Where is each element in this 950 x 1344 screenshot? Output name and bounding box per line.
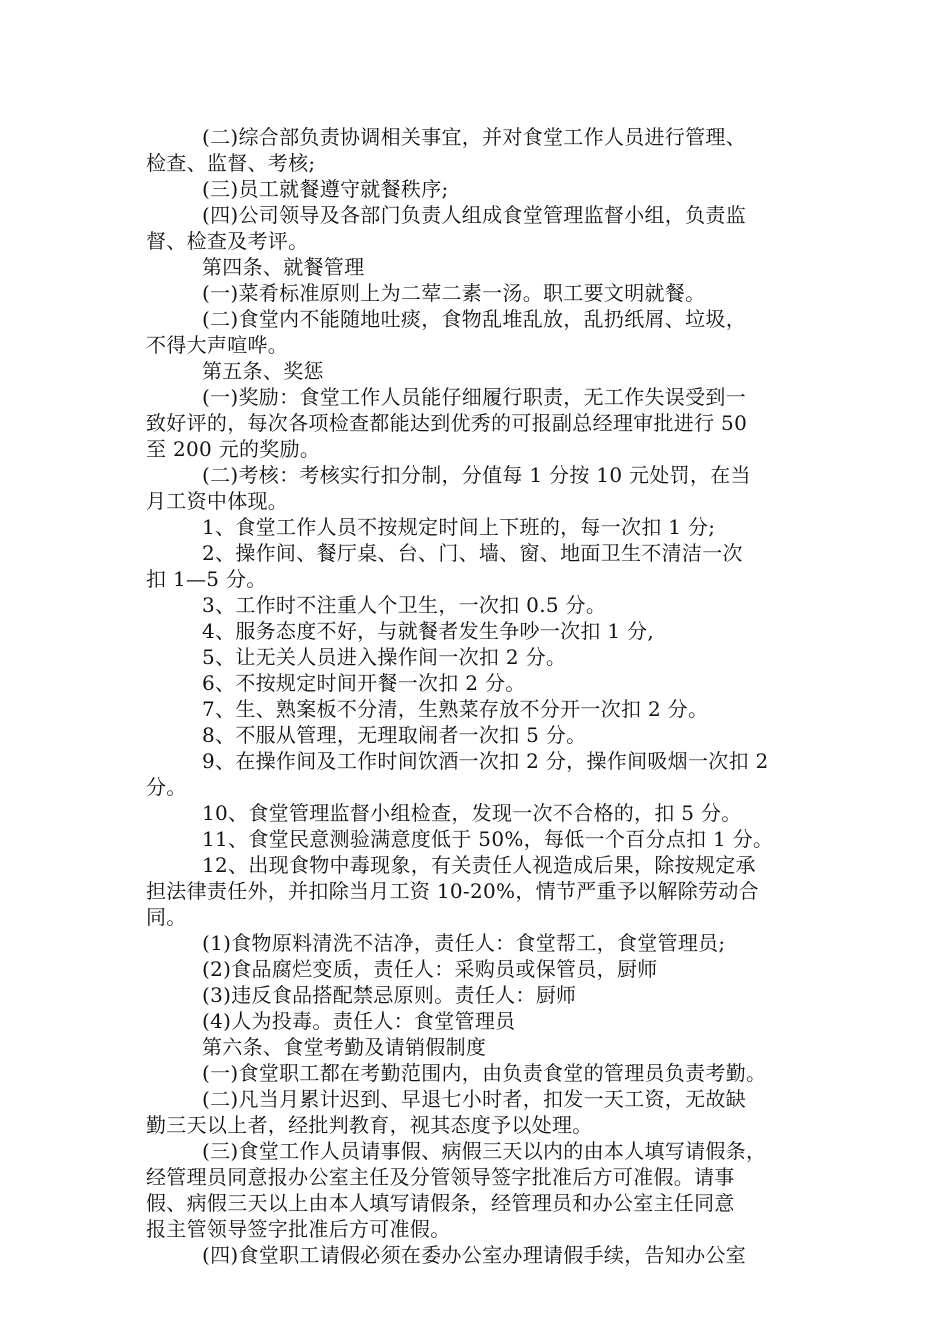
text-line: 9、在操作间及工作时间饮酒一次扣 2 分，操作间吸烟一次扣 2 xyxy=(202,749,769,773)
text-line: (二)凡当月累计迟到、早退七小时者，扣发一天工资，无故缺 xyxy=(202,1087,747,1111)
section-heading: 第四条、就餐管理 xyxy=(202,255,365,279)
text-line: 11、食堂民意测验满意度低于 50%，每低一个百分点扣 1 分。 xyxy=(202,827,774,851)
text-line: (一)奖励：食堂工作人员能仔细履行职责，无工作失误受到一 xyxy=(202,385,747,409)
text-line: 分。 xyxy=(146,775,187,799)
text-line: 担法律责任外，并扣除当月工资 10-20%，情节严重予以解除劳动合 xyxy=(146,879,759,903)
text-line: (四)食堂职工请假必须在委办公室办理请假手续，告知办公室 xyxy=(202,1243,747,1267)
text-line: 5、让无关人员进入操作间一次扣 2 分。 xyxy=(202,645,567,669)
text-line: (2)食品腐烂变质，责任人：采购员或保管员，厨师 xyxy=(202,957,658,981)
text-line: 同。 xyxy=(146,905,187,929)
text-line: (4)人为投毒。责任人：食堂管理员 xyxy=(202,1009,516,1033)
text-line: (3)违反食品搭配禁忌原则。责任人：厨师 xyxy=(202,983,577,1007)
text-line: (三)食堂工作人员请事假、病假三天以内的由本人填写请假条， xyxy=(202,1139,767,1163)
text-line: (一)食堂职工都在考勤范围内，由负责食堂的管理员负责考勤。 xyxy=(202,1061,767,1085)
text-line: 致好评的，每次各项检查都能达到优秀的可报副总经理审批进行 50 xyxy=(146,411,748,435)
text-line: (四)公司领导及各部门负责人组成食堂管理监督小组，负责监 xyxy=(202,203,747,227)
text-line: (1)食物原料清洗不洁净，责任人：食堂帮工，食堂管理员; xyxy=(202,931,726,955)
text-line: 经管理员同意报办公室主任及分管领导签字批准后方可准假。请事 xyxy=(146,1165,735,1189)
text-line: 督、检查及考评。 xyxy=(146,229,309,253)
text-line: 3、工作时不注重人个卫生，一次扣 0.5 分。 xyxy=(202,593,607,617)
text-line: 勤三天以上者，经批判教育，视其态度予以处理。 xyxy=(146,1113,593,1137)
text-line: (二)综合部负责协调相关事宜，并对食堂工作人员进行管理、 xyxy=(202,125,747,149)
text-line: 检查、监督、考核; xyxy=(146,151,316,175)
text-line: 10、食堂管理监督小组检查，发现一次不合格的，扣 5 分。 xyxy=(202,801,742,825)
text-line: (二)考核：考核实行扣分制，分值每 1 分按 10 元处罚，在当 xyxy=(202,463,751,487)
text-line: 7、生、熟案板不分清，生熟菜存放不分开一次扣 2 分。 xyxy=(202,697,709,721)
text-line: (二)食堂内不能随地吐痰，食物乱堆乱放，乱扔纸屑、垃圾， xyxy=(202,307,747,331)
text-line: 4、服务态度不好，与就餐者发生争吵一次扣 1 分, xyxy=(202,619,655,643)
text-line: 6、不按规定时间开餐一次扣 2 分。 xyxy=(202,671,526,695)
text-line: 至 200 元的奖励。 xyxy=(146,437,321,461)
section-heading: 第五条、奖惩 xyxy=(202,359,324,383)
text-line: 扣 1—5 分。 xyxy=(146,567,267,591)
text-line: 月工资中体现。 xyxy=(146,489,289,513)
text-line: 8、不服从管理，无理取闹者一次扣 5 分。 xyxy=(202,723,587,747)
section-heading: 第六条、食堂考勤及请销假制度 xyxy=(202,1035,487,1059)
text-line: 不得大声喧哗。 xyxy=(146,333,289,357)
text-line: (三)员工就餐遵守就餐秩序; xyxy=(202,177,449,201)
text-line: 12、出现食物中毒现象，有关责任人视造成后果，除按规定承 xyxy=(202,853,756,877)
text-line: 假、病假三天以上由本人填写请假条，经管理员和办公室主任同意 xyxy=(146,1191,735,1215)
text-line: 报主管领导签字批准后方可准假。 xyxy=(146,1217,451,1241)
text-line: 1、食堂工作人员不按规定时间上下班的，每一次扣 1 分; xyxy=(202,515,716,539)
text-line: 2、操作间、餐厅桌、台、门、墙、窗、地面卫生不清洁一次 xyxy=(202,541,743,565)
text-line: (一)菜肴标准原则上为二荤二素一汤。职工要文明就餐。 xyxy=(202,281,706,305)
